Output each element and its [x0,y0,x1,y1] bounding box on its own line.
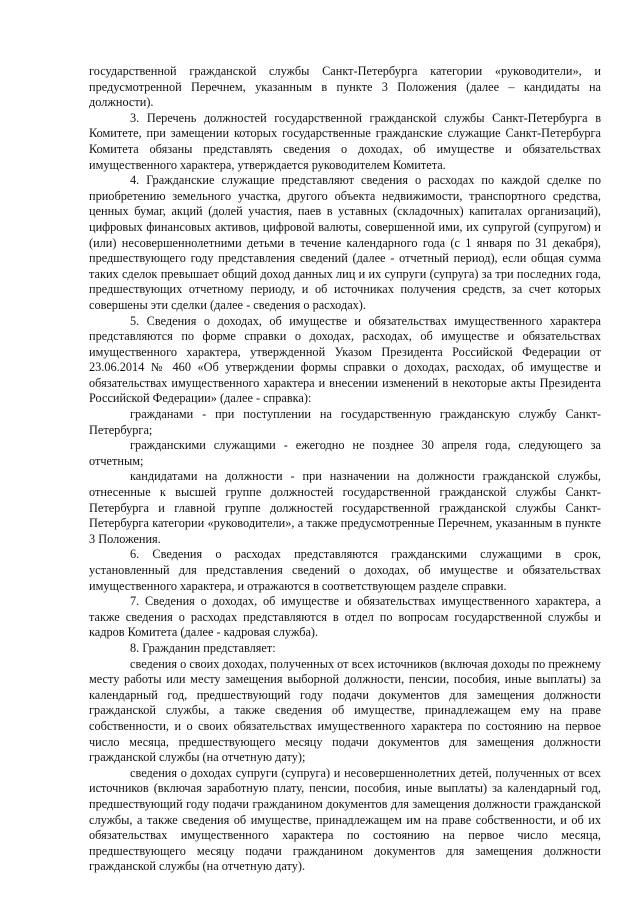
paragraph-6: 6. Сведения о расходах представляются гражданскими служащими в срок, установленный для представления сведений о доходах, об имуществе и обязательствах имущественного характера, и отражаются в соответствующем разделе справки. [89,547,601,593]
paragraph-5: 5. Сведения о доходах, об имуществе и обязательствах имущественного характера представляются по форме справки о доходах, расходах, об имуществе и обязательствах имущественного характера, утвержденной Указом Президента Российской Федерации от 23.06.2014 № 460 «Об утверждении формы справки о доходах, расходах, об имуществе и обязательствах имущественного характера и внесении изменений в некоторые акты Президента Российской Федерации» (далее - справка): [89,313,601,406]
paragraph-8-family-income: сведения о доходах супруги (супруга) и несовершеннолетних детей, полученных от всех источников (включая заработную плату, пенсии, пособия, иные выплаты) за календарный год, предшествующий году подачи гражданином документов для замещения должности гражданской службы, а также сведения об имуществе, принадлежащем им на праве собственности, и об их обязательствах имущественного характера по состоянию на первое число месяца, предшествующего месяцу подачи гражданином документов для замещения должности гражданской службы (на отчетную дату). [89,765,601,874]
paragraph-5-candidates: кандидатами на должности - при назначении на должности гражданской службы, отнесенные к высшей группе должностей государственной гражданской службы Санкт-Петербурга и главной группе должностей государственной гражданской службы Санкт-Петербурга категории «руководители», а также предусмотренные Перечнем, указанным в пункте 3 Положения. [89,469,601,546]
paragraph-5-servants: гражданскими служащими - ежегодно не позднее 30 апреля года, следующего за отчетным; [89,438,601,468]
paragraph-8: 8. Гражданин представляет: [130,640,276,655]
paragraph-4: 4. Гражданские служащие представляют сведения о расходах по каждой сделке по приобретению земельного участка, другого объекта недвижимости, транспортного средства, ценных бумаг, акций (долей участия, паев в уставных (складочных) капиталах организаций), цифровых финансовых активов, цифровой валюты, совершенной ими, их супругой (супругом) и (или) несовершеннолетними детьми в течение календарного года (с 1 января по 31 декабря), предшествующего году представления сведений (далее - отчетный период), если общая сумма таких сделок превышает общий доход данных лиц и их супруги (супруга) за три последних года, предшествующих отчетному периоду, и об источниках получения средств, за счет которых совершены эти сделки (далее - сведения о расходах). [89,173,601,312]
paragraph-5-citizens: гражданами - при поступлении на государственную гражданскую службу Санкт-Петербурга; [89,407,601,437]
paragraph-3: 3. Перечень должностей государственной гражданской службы Санкт-Петербурга в Комитете, при замещении которых государственные гражданские служащие Санкт-Петербурга Комитета обязаны представлять сведения о доходах, об имуществе и обязательствах имущественного характера, утверждается руководителем Комитета. [89,110,601,172]
paragraph-8-own-income: сведения о своих доходах, полученных от всех источников (включая доходы по прежнему месту работы или месту замещения выборной должности, пенсии, пособия, иные выплаты) за календарный год, предшествующий году подачи документов для замещения должности гражданской службы, а также сведения об имуществе, принадлежащем ему на праве собственности, и о своих обязательствах имущественного характера по состоянию на первое число месяца, предшествующего месяцу подачи документов для замещения должности гражданской службы (на отчетную дату); [89,656,601,765]
paragraph-7: 7. Сведения о доходах, об имуществе и обязательствах имущественного характера, а также сведения о расходах представляются в отдел по вопросам государственной службы и кадров Комитета (далее - кадровая служба). [89,594,601,640]
document-page [89,64,601,875]
paragraph-continuation: государственной гражданской службы Санкт-Петербурга категории «руководители», и предусмотренной Перечнем, указанным в пункте 3 Положения (далее – кандидаты на должности). [89,64,601,110]
